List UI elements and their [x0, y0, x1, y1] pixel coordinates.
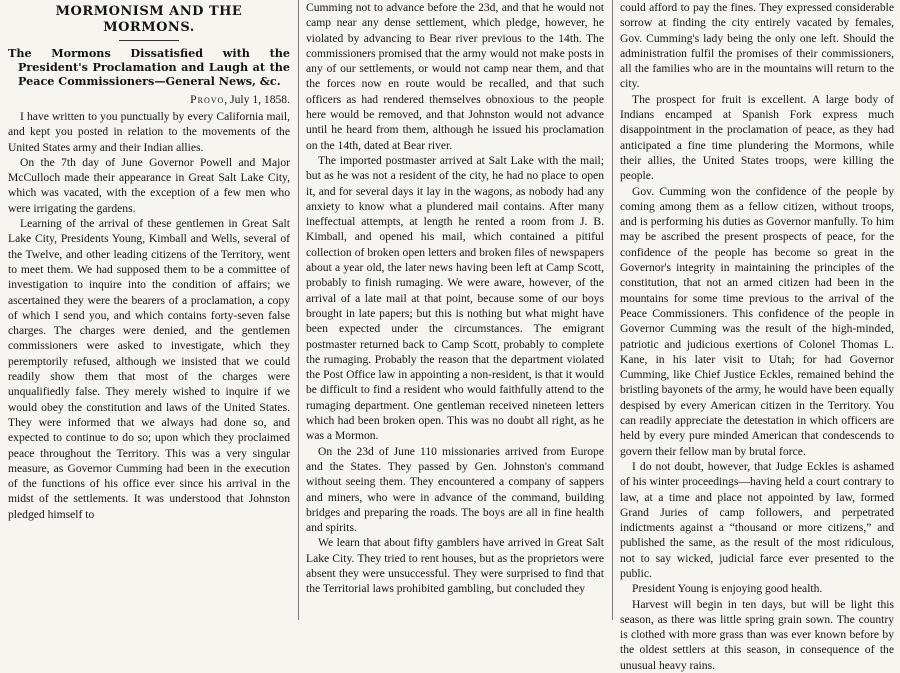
paragraph: Harvest will begin in ten days, but will be light this season, as there was little spring grain sown. The country is clothed with more grass than was ever known before by the oldest settlers at this season, in consequence of the unusual heavy rains.: [620, 597, 894, 672]
paragraph: The prospect for fruit is excellent. A large body of Indians encamped at Spanish Fork express much disappointment in the proclamation of peace, as they had anticipated a fine time plundering the Mormons, while their allies, the United States troops, were killing the people.: [620, 92, 894, 183]
headline-rule: [119, 40, 179, 41]
paragraph: Cumming not to advance before the 23d, and that he would not camp near any dense settlement, which pledge, however, he violated by advancing to Bear river previous to the 14th. The commissioners promised that the army would not make posts in any of our settlements, or would not camp near them, and that the forces now en route would be recalled, and that such officers as had rendered themselves obnoxious to the people here would be removed, and that Johnston would not advance until he heard from them, although he issued his proclamation on the 14th, dated at Bear river.: [306, 1, 604, 152]
column-2: [306, 0, 604, 620]
column-rule: [298, 0, 299, 620]
paragraph: I have written to you punctually by every California mail, and kept you posted in relation to the movements of the United States army and their Indian allies.: [8, 110, 290, 154]
paragraph: The imported postmaster arrived at Salt Lake with the mail; but as he was not a resident of the city, he had no place to open it, and for several days it lay in the wagons, as nobody had any anxiety to know what a plundered mail contains. After many ineffectual attempts, at length he rented a room from J. B. Kimball, and opened his mail, which contained a pitiful collection of broken open letters and broken files of newspapers about a year old, the later news having been left at Camp Scott, probably to finish rumaging. We were aware, however, of the arrival of a late mail at that point, because some of our boys brought in late papers; but this is nothing but what might have been expected under the circumstances. The emigrant postmaster returned back to Camp Scott, probably to complete the rumaging. Probably the reason that the department violated the Post Office law in appointing a non-resident, is that it would be difficult to find a resident who would faithfully attend to the rumaging department. One gentleman received nineteen letters which had been broken open. This was no doubt all right, as he was a Mormon.: [306, 153, 604, 443]
paragraph: I do not doubt, however, that Judge Eckles is ashamed of his winter proceedings—having held a court contrary to law, at a time and place not appointed by law, formed Grand Juries of camp followers, and perpetrated indictments against a “thousand or more citizens,” and published the same, as the result of the most ridiculous, not to say wicked, judicial farce ever presented to the public.: [620, 459, 894, 580]
article-subhead: The Mormons Dissatisfied with the President's Proclamation and Laugh at the Peace Commissioners—General News, &c.: [8, 46, 290, 88]
dateline-date: , July 1, 1858.: [224, 93, 290, 106]
dateline-place: Provo: [190, 93, 225, 106]
column-1: [8, 0, 290, 620]
column-rule: [612, 0, 613, 620]
column-3: [620, 0, 894, 672]
paragraph: President Young is enjoying good health.: [632, 582, 823, 596]
dateline: [8, 92, 290, 107]
article-headline: MORMONISM AND THE MORMONS.: [55, 4, 243, 35]
paragraph: Learning of the arrival of these gentlemen in Great Salt Lake City, Presidents Young, Kimball and Wells, several of the Twelve, and other leading citizens of the Territory, went to meet them. We had supposed them to be a committee of investigation to inquire into the condition of affairs; we ascertained they were the bearers of a proclamation, a copy of which I send you, and which contains forty-seven false charges. The charges were denied, and the gentlemen commissioners were asked to investigate, which they peremptorily refused, although we insisted that we could readily show them that most of the charges were unqualifiedly false. They merely wished to inquire if we would obey the constitution and laws of the United States. They were informed that we always had done so, and expected to continue to do so; upon which they proclaimed peace throughout the Territory. This was a very singular measure, as Governor Cumming had been in the execution of the functions of his office ever since his arrival in the midst of the settlements. It was understood that Johnston pledged himself to: [8, 217, 290, 521]
paragraph: On the 23d of June 110 missionaries arrived from Europe and the States. They passed by Gen. Johnston's command without seeing them. They encountered a company of sappers and miners, who were in advance of the command, building bridges and preparing the roads. The boys are all in fine health and spirits.: [306, 444, 604, 535]
paragraph: We learn that about fifty gamblers have arrived in Great Salt Lake City. They tried to rent houses, but as the proprietors were absent they were unsuccessful. They were surprised to find that the Territorial laws prohibited gambling, but concluded they: [306, 536, 604, 596]
paragraph: On the 7th day of June Governor Powell and Major McCulloch made their appearance in Great Salt Lake City, which was vacated, with the exception of a few men who were irrigating the gardens.: [8, 155, 290, 215]
paragraph: could afford to pay the fines. They expressed considerable sorrow at finding the city entirely vacated by females, Gov. Cumming's lady being the only one left. Should the administration fulfil the promises of their commissioners, all the families who are in the mountains will return to the city.: [620, 1, 894, 91]
paragraph: Gov. Cumming won the confidence of the people by coming among them as a fellow citizen, without troops, and is performing his duties as Governor manfully. To him may be ascribed the present prospects of peace, for the confidence of the people has become so great in the Governor's integrity in maintaining the principles of the constitution, that not an armed citizen had been in the mountains for some time previous to the arrival of the Peace Commissioners. This confidence of the people in Governor Cumming was the result of the high-minded, patriotic and judicious exertions of Colonel Thomas L. Kane, in his later visit to Utah; for had Governor Cumming, like Chief Justice Eckles, remained behind the bristling bayonets of the army, he would have been equally despised by every American citizen in the Territory. You can readily appreciate the detestation in which officers are held by every pure minded American that condescends to govern their fellow man by brutal force.: [620, 184, 894, 458]
